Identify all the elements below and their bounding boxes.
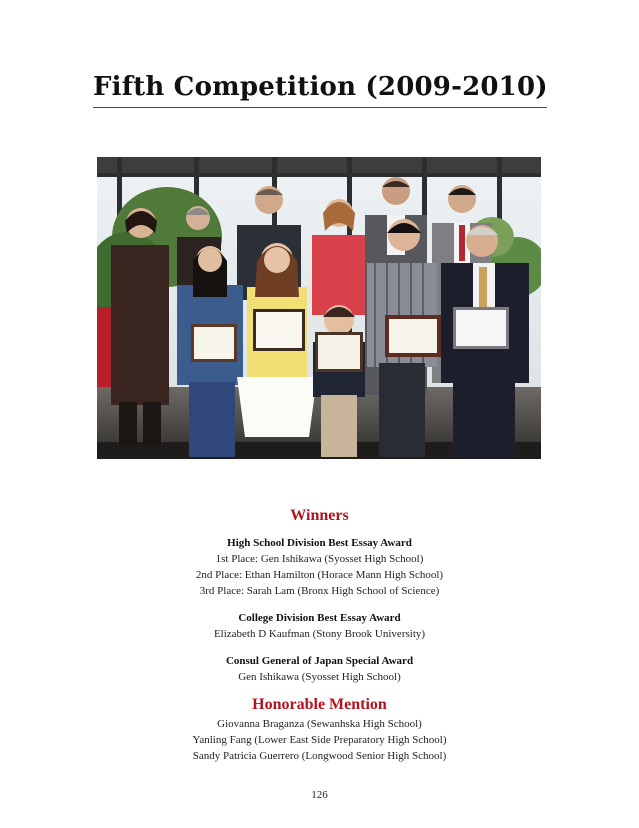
award-entry: Elizabeth D Kaufman (Stony Brook University) xyxy=(213,628,426,640)
honorable-mention-heading: Honorable Mention xyxy=(252,696,387,713)
honorable-mention-entry: Yanling Fang (Lower East Side Preparatory High School) xyxy=(192,734,447,746)
award-section-high-school xyxy=(0,535,639,599)
honorable-mention-entry: Sandy Patricia Guerrero (Longwood Senior High School) xyxy=(192,750,447,762)
award-title: High School Division Best Essay Award xyxy=(227,537,412,549)
winners-list xyxy=(0,506,639,764)
award-section-consul-general xyxy=(0,653,639,685)
title-divider xyxy=(93,107,547,108)
winners-heading: Winners xyxy=(290,507,349,524)
award-entry: Gen Ishikawa (Syosset High School) xyxy=(238,671,401,683)
award-title: Consul General of Japan Special Award xyxy=(225,655,414,667)
award-section-college xyxy=(0,610,639,642)
award-title: College Division Best Essay Award xyxy=(238,612,401,624)
page-title: Fifth Competition (2009-2010) xyxy=(93,72,548,102)
award-entry: 1st Place: Gen Ishikawa (Syosset High School) xyxy=(215,553,424,565)
page-number: 126 xyxy=(311,789,328,801)
award-entry: 2nd Place: Ethan Hamilton (Horace Mann High School) xyxy=(195,569,444,581)
honorable-mention-list xyxy=(0,716,639,764)
award-entry: 3rd Place: Sarah Lam (Bronx High School of Science) xyxy=(199,585,440,597)
honorable-mention-entry: Giovanna Braganza (Sewanhska High School) xyxy=(217,718,422,730)
group-photo xyxy=(97,157,541,459)
